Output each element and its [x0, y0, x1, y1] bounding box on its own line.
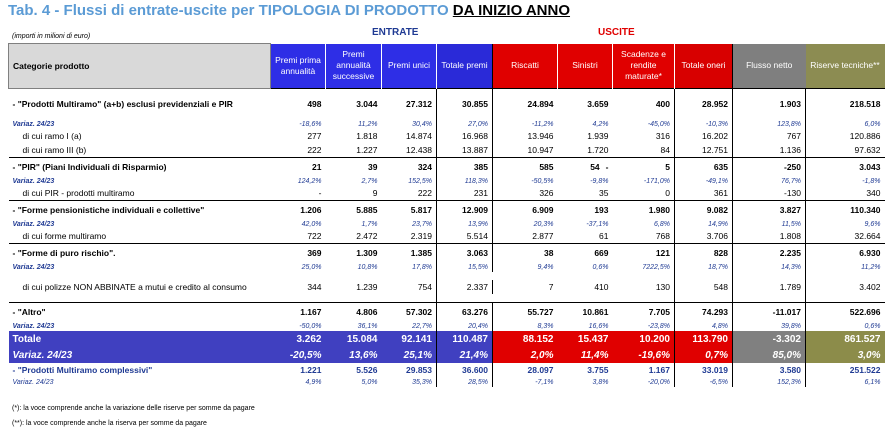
row-label: di cui ramo I (a)	[22, 131, 82, 141]
cell: 63.276	[437, 303, 493, 322]
cell: -37,1%	[586, 220, 609, 228]
cell: 97.632	[806, 143, 885, 158]
cell: 110.487	[437, 331, 493, 347]
cell: 1,7%	[361, 220, 378, 228]
cell: 4.806	[326, 303, 382, 322]
cell: 3,0%	[806, 347, 885, 363]
cell: 6,8%	[654, 220, 670, 228]
cell: 2,7%	[361, 177, 378, 185]
cell: -50,5%	[493, 176, 558, 186]
cell: 39	[326, 158, 382, 177]
group-uscite: USCITE	[598, 27, 635, 38]
header-premi-prima: Premi prima annualità	[271, 44, 326, 89]
cell: -10,3%	[675, 119, 733, 129]
cell: 24.894	[493, 89, 558, 120]
cell: 32.664	[806, 229, 885, 244]
table-row-altro-var	[9, 321, 885, 331]
cell: 9,6%	[806, 219, 885, 229]
cell: -3.302	[733, 331, 806, 347]
cell: 110.340	[806, 201, 885, 220]
header-scadenze: Scadenze e rendite maturate*	[613, 44, 675, 89]
cell: 1.167	[271, 303, 326, 322]
cell: 15.084	[326, 331, 382, 347]
cell: 251.522	[806, 363, 885, 377]
cell: 23,7%	[412, 220, 432, 228]
cell: 21,4%	[437, 347, 493, 363]
spacer-cell	[9, 294, 271, 303]
dash-mark: -	[605, 162, 609, 172]
cell: 17,8%	[412, 263, 432, 271]
cell: 1.808	[733, 229, 806, 244]
cell: 11,2%	[806, 262, 885, 272]
cell: -11.017	[733, 303, 806, 322]
spacer-cell	[613, 294, 675, 303]
spacer-cell	[558, 272, 613, 280]
cell: 18,7%	[675, 262, 733, 272]
table-row-rischio-sub	[9, 280, 885, 294]
spacer-cell	[382, 272, 437, 280]
cell: 10,8%	[357, 263, 378, 271]
cell: 13.887	[437, 143, 493, 158]
cell: 113.790	[675, 331, 733, 347]
cell: 152,3%	[733, 377, 806, 387]
cell: 361	[675, 186, 733, 201]
row-label: di cui ramo III (b)	[22, 145, 87, 155]
row-label: - "Prodotti Multiramo complessivi"	[12, 365, 153, 375]
cell: 4,8%	[675, 321, 733, 331]
row-label: di cui forme multiramo	[22, 231, 107, 241]
header-totale-oneri: Totale oneri	[675, 44, 733, 89]
flows-table	[8, 43, 885, 387]
cell: 39,8%	[733, 321, 806, 331]
cell: 16.202	[675, 129, 733, 143]
cell: 13.946	[493, 129, 558, 143]
cell: 3,8%	[592, 378, 609, 386]
cell: 7222,5%	[642, 263, 670, 271]
cell: 12.751	[675, 143, 733, 158]
cell: 369	[271, 244, 326, 263]
cell: -	[318, 188, 322, 198]
cell: -11,2%	[493, 119, 558, 129]
row-label: Variaz. 24/23	[12, 322, 55, 330]
cell: 1.903	[733, 89, 806, 120]
units-note: (importi in milioni di euro)	[12, 33, 91, 40]
cell: 7	[493, 280, 558, 294]
table-row-pir-sub	[9, 186, 885, 201]
cell: 5.885	[326, 201, 382, 220]
cell: 36,1%	[357, 322, 378, 330]
cell: 3.262	[271, 331, 326, 347]
cell: 222	[417, 188, 432, 198]
table-row-rischio-var	[9, 262, 885, 272]
cell: 2.235	[733, 244, 806, 263]
group-entrate: ENTRATE	[372, 27, 419, 38]
cell: -20,0%	[647, 378, 670, 386]
cell: 3.402	[806, 280, 885, 294]
table-row-multiramo	[9, 89, 885, 120]
cell: 1.221	[300, 365, 322, 375]
cell: 28.097	[493, 363, 558, 377]
cell: 14,3%	[733, 262, 806, 272]
cell: 6,1%	[806, 377, 885, 387]
header-row	[9, 44, 885, 89]
spacer-cell	[437, 272, 493, 280]
cell: -130	[733, 186, 806, 201]
cell: 15.437	[558, 331, 613, 347]
spacer-cell	[9, 272, 271, 280]
cell: 13,9%	[437, 219, 493, 229]
row-label: Variaz. 24/23	[12, 220, 55, 228]
cell: 12.909	[437, 201, 493, 220]
row-label: Variaz. 24/23	[12, 177, 55, 185]
spacer-cell	[613, 272, 675, 280]
cell: 152,5%	[408, 177, 432, 185]
cell: 42,0%	[301, 220, 322, 228]
cell: 2.877	[493, 229, 558, 244]
cell: 340	[806, 186, 885, 201]
cell: 61	[599, 231, 609, 241]
table-row-altro	[9, 303, 885, 322]
cell: 4,2%	[592, 120, 609, 128]
cell: -9,8%	[590, 177, 609, 185]
table-row-multiramo-var	[9, 119, 885, 129]
cell: 277	[307, 131, 322, 141]
table-row-pens-var	[9, 219, 885, 229]
cell: 33.019	[675, 363, 733, 377]
cell: 4,9%	[305, 378, 322, 386]
cell: 29.853	[406, 365, 432, 375]
cell: 74.293	[675, 303, 733, 322]
cell: -45,0%	[647, 120, 670, 128]
cell: 324	[382, 158, 437, 177]
cell: -18,6%	[299, 120, 322, 128]
cell: 9.082	[675, 201, 733, 220]
cell: 123,8%	[733, 119, 806, 129]
cell: 5.514	[437, 229, 493, 244]
cell: 10.861	[558, 303, 613, 322]
spacer-row	[9, 272, 885, 280]
spacer-row	[9, 294, 885, 303]
cell: 585	[493, 158, 558, 177]
row-label: di cui PIR - prodotti multiramo	[22, 188, 135, 198]
cell: 8,3%	[493, 321, 558, 331]
cell: 1.167	[648, 365, 670, 375]
cell: 2.472	[356, 231, 378, 241]
footnote-1: (*): la voce comprende anche la variazione delle riserve per somme da pagare	[12, 405, 255, 412]
title-underlined: DA INIZIO ANNO	[452, 2, 571, 19]
cell: 10.947	[493, 143, 558, 158]
cell: 88.152	[493, 331, 558, 347]
row-label: - "PIR" (Piani Individuali di Risparmio)	[9, 158, 271, 177]
cell: 85,0%	[733, 347, 806, 363]
cell: -171,0%	[643, 177, 670, 185]
spacer-cell	[675, 294, 733, 303]
cell: 13,6%	[326, 347, 382, 363]
cell: -6,5%	[675, 377, 733, 387]
cell: 1.309	[326, 244, 382, 263]
cell: 35	[599, 188, 609, 198]
cell: 635	[675, 158, 733, 177]
spacer-cell	[733, 272, 806, 280]
cell: 28,5%	[437, 377, 493, 387]
cell: 385	[437, 158, 493, 177]
cell: 1.206	[271, 201, 326, 220]
cell: 120.886	[806, 129, 885, 143]
cell: 12.438	[406, 145, 432, 155]
cell: 10.200	[613, 331, 675, 347]
table-row-mc	[9, 363, 885, 377]
cell: 15,5%	[437, 262, 493, 272]
cell: 5	[613, 158, 675, 177]
cell: 9,4%	[493, 262, 558, 272]
cell: -23,8%	[647, 322, 670, 330]
table-row-ramo3	[9, 143, 885, 158]
cell: 2,0%	[493, 347, 558, 363]
cell: 1.239	[356, 282, 378, 292]
cell: 218.518	[806, 89, 885, 120]
cell: 326	[493, 186, 558, 201]
cell: 3.580	[733, 363, 806, 377]
row-label: - "Altro"	[9, 303, 271, 322]
cell: 231	[437, 186, 493, 201]
cell: -19,6%	[613, 347, 675, 363]
spacer-cell	[326, 294, 382, 303]
spacer-cell	[806, 294, 885, 303]
row-label: di cui polizze NON ABBINATE a mutui e credito al consumo	[22, 282, 247, 292]
cell: 21	[271, 158, 326, 177]
cell: 20,4%	[437, 321, 493, 331]
cell: 16,6%	[588, 322, 609, 330]
spacer-cell	[493, 294, 558, 303]
cell: 35,3%	[412, 378, 432, 386]
cell: 669	[558, 244, 613, 263]
cell: 828	[675, 244, 733, 263]
cell: 14,9%	[675, 219, 733, 229]
cell: 11,5%	[733, 219, 806, 229]
cell: 0,7%	[675, 347, 733, 363]
row-label: - "Forme di puro rischio".	[9, 244, 271, 263]
spacer-cell	[733, 294, 806, 303]
row-label: Variaz. 24/23	[12, 378, 54, 386]
row-label: Totale	[9, 331, 271, 347]
cell: 722	[307, 231, 322, 241]
cell: 3.043	[806, 158, 885, 177]
cell: 118,3%	[437, 176, 493, 186]
row-label: Variaz. 24/23	[12, 120, 55, 128]
cell: 410	[594, 282, 609, 292]
cell: 0,6%	[806, 321, 885, 331]
cell: 1.136	[733, 143, 806, 158]
spacer-cell	[675, 272, 733, 280]
cell: 3.659	[558, 89, 613, 120]
header-category: Categorie prodotto	[9, 44, 271, 89]
cell: 754	[417, 282, 432, 292]
row-label: - "Prodotti Multiramo" (a+b) esclusi previdenziali e PIR	[9, 89, 271, 120]
cell: 92.141	[382, 331, 437, 347]
cell: 55.727	[493, 303, 558, 322]
cell: 3.063	[437, 244, 493, 263]
cell: -250	[733, 158, 806, 177]
cell: 3.827	[733, 201, 806, 220]
cell: 124,2%	[297, 177, 322, 185]
cell: 768	[655, 231, 670, 241]
cell: 6,0%	[806, 119, 885, 129]
cell: 38	[493, 244, 558, 263]
spacer-cell	[271, 294, 326, 303]
cell: 861.527	[806, 331, 885, 347]
cell: 5.526	[356, 365, 378, 375]
cell: 522.696	[806, 303, 885, 322]
cell: 3.044	[326, 89, 382, 120]
cell: 5.817	[382, 201, 437, 220]
header-riserve: Riserve tecniche**	[806, 44, 885, 89]
cell: -50,0%	[299, 322, 322, 330]
cell: 1.980	[613, 201, 675, 220]
spacer-cell	[437, 294, 493, 303]
cell: 1.385	[382, 244, 437, 263]
cell: 27.312	[382, 89, 437, 120]
table-row-pir	[9, 158, 885, 177]
table-row-rischio	[9, 244, 885, 263]
cell: 548	[675, 280, 733, 294]
cell: 130	[655, 282, 670, 292]
cell: 400	[613, 89, 675, 120]
cell: -20,5%	[271, 347, 326, 363]
spacer-cell	[493, 272, 558, 280]
header-riscatti: Riscatti	[493, 44, 558, 89]
table-row-pir-var	[9, 176, 885, 186]
table-row-mc-var	[9, 377, 885, 387]
cell: 344	[307, 282, 322, 292]
cell: 30.855	[437, 89, 493, 120]
cell: 57.302	[382, 303, 437, 322]
cell: 498	[271, 89, 326, 120]
cell: 2.319	[410, 231, 432, 241]
cell: 1.818	[356, 131, 378, 141]
cell: 16.968	[437, 129, 493, 143]
table-row-totale	[9, 331, 885, 347]
cell: 14.874	[406, 131, 432, 141]
cell: 1.939	[587, 131, 609, 141]
cell: 316	[655, 131, 670, 141]
table-title	[8, 2, 570, 19]
cell: 3.755	[587, 365, 609, 375]
spacer-cell	[558, 294, 613, 303]
cell: 20,3%	[493, 219, 558, 229]
footnote-2: (**): la voce comprende anche la riserva per somme da pagare	[12, 420, 207, 427]
header-flusso-netto: Flusso netto	[733, 44, 806, 89]
table-row-pens	[9, 201, 885, 220]
cell: 25,0%	[301, 263, 322, 271]
cell: 6.909	[493, 201, 558, 220]
row-label: Variaz. 24/23	[12, 263, 55, 271]
table-row-ramo1	[9, 129, 885, 143]
cell: 0	[665, 188, 670, 198]
cell: 54 -	[558, 158, 613, 177]
cell: -7,1%	[493, 377, 558, 387]
table-row-totale-var	[9, 347, 885, 363]
header-premi-unici: Premi unici	[382, 44, 437, 89]
spacer-cell	[806, 272, 885, 280]
cell: 193	[558, 201, 613, 220]
cell: 2.337	[437, 280, 493, 294]
cell: 6.930	[806, 244, 885, 263]
header-totale-premi: Totale premi	[437, 44, 493, 89]
spacer-cell	[326, 272, 382, 280]
row-label: Variaz. 24/23	[9, 347, 271, 363]
cell: 11,2%	[358, 120, 378, 128]
cell: 9	[372, 188, 378, 198]
cell: 84	[660, 145, 670, 155]
cell: 25,1%	[382, 347, 437, 363]
spacer-cell	[382, 294, 437, 303]
cell: 121	[613, 244, 675, 263]
cell: 27,0%	[437, 119, 493, 129]
header-sinistri: Sinistri	[558, 44, 613, 89]
cell: 76,7%	[733, 176, 806, 186]
cell: 22,7%	[412, 322, 432, 330]
cell: 30,4%	[412, 120, 432, 128]
spacer-cell	[271, 272, 326, 280]
cell: -1,8%	[806, 176, 885, 186]
cell: 1.789	[733, 280, 806, 294]
cell: 222	[307, 145, 322, 155]
cell: 28.952	[675, 89, 733, 120]
cell: 36.600	[437, 363, 493, 377]
cell: 1.227	[356, 145, 378, 155]
header-premi-succ: Premi annualità successive	[326, 44, 382, 89]
cell: 1.720	[587, 145, 609, 155]
cell: 11,4%	[558, 347, 613, 363]
row-label: - "Forme pensionistiche individuali e collettive"	[9, 201, 271, 220]
cell: 7.705	[613, 303, 675, 322]
cell: -49,1%	[675, 176, 733, 186]
cell: 767	[733, 129, 806, 143]
cell: 3.706	[675, 229, 733, 244]
cell: 0,6%	[592, 263, 609, 271]
table-row-pens-sub	[9, 229, 885, 244]
title-main: Tab. 4 - Flussi di entrate-uscite per TIPOLOGIA DI PRODOTTO	[8, 2, 449, 19]
cell: 5,0%	[361, 378, 378, 386]
